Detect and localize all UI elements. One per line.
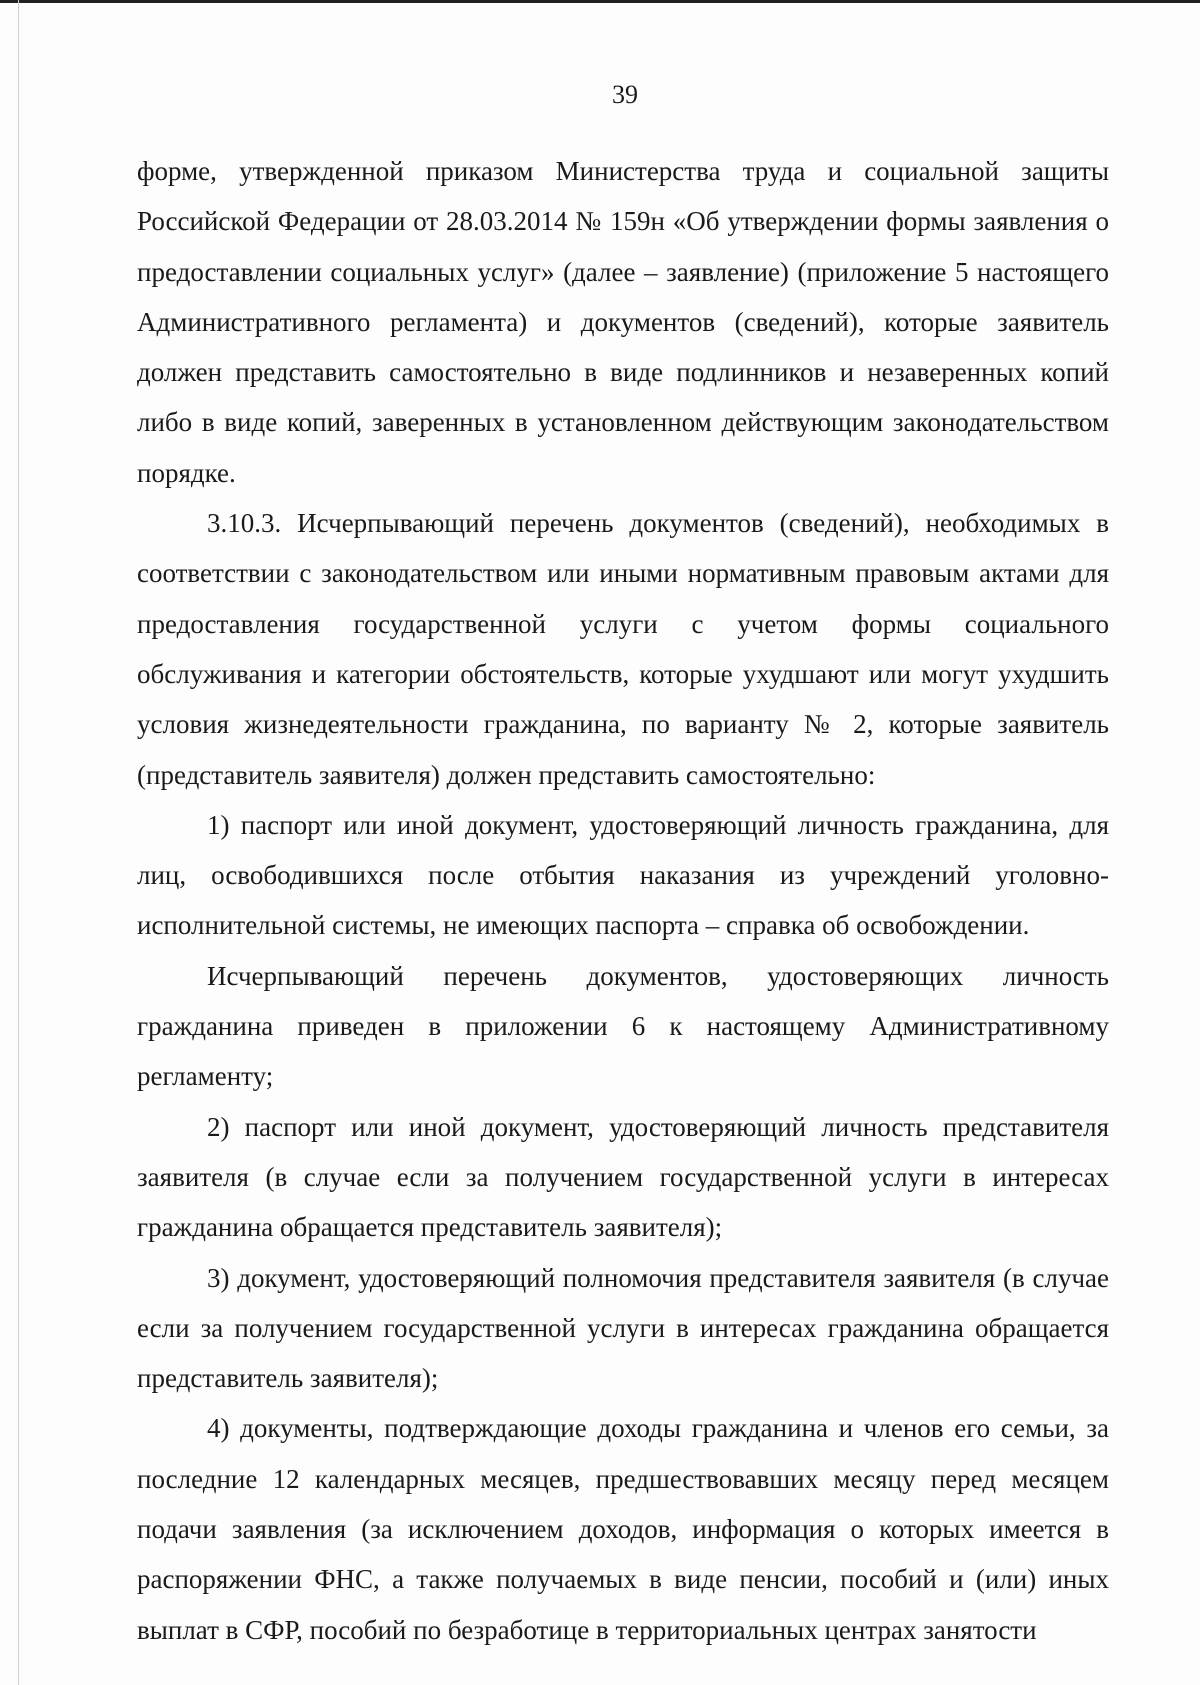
page-number: 39: [612, 80, 638, 109]
page-left-edge: [18, 0, 19, 1685]
page-top-edge: [0, 0, 1200, 3]
paragraph-2: 3.10.3. Исчерпывающий перечень документов (сведений), необходимых в соответствии с законодательством или иными нормативным правовым актами для предоставления государственной услуги с учетом формы социального обслуживания и категории обстоятельств, которые ухудшают или могут ухудшить условия жизнедеятельности гражданина, по варианту № 2, которые заявитель (представитель заявителя) должен представить самостоятельно:: [137, 508, 1109, 790]
paragraph-3: 1) паспорт или иной документ, удостоверяющий личность гражданина, для лиц, освободившихся после отбытия наказания из учреждений уголовно-исполнительной системы, не имеющих паспорта – справка об освобождении.: [137, 809, 1109, 941]
paragraph-1: форме, утвержденной приказом Министерства труда и социальной защиты Российской Федерации от 28.03.2014 № 159н «Об утверждении формы заявления о предоставлении социальных услуг» (далее – заявление) (приложение 5 настоящего Административного регламента) и документов (сведений), которые заявитель должен представить самостоятельно в виде подлинников и незаверенных копий либо в виде копий, заверенных в установленном действующим законодательством порядке.: [137, 156, 1109, 488]
document-body: [137, 146, 1109, 1655]
paragraph-7: 4) документы, подтверждающие доходы гражданина и членов его семьи, за последние 12 календарных месяцев, предшествовавших месяцу перед месяцем подачи заявления (за исключением доходов, информация о которых имеется в распоряжении ФНС, а также получаемых в виде пенсии, пособий и (или) иных выплат в СФР, пособий по безработице в территориальных центрах занятости: [137, 1413, 1109, 1645]
paragraph-4: Исчерпывающий перечень документов, удостоверяющих личность гражданина приведен в приложении 6 к настоящему Административному регламенту;: [137, 960, 1109, 1092]
paragraph-6: 3) документ, удостоверяющий полномочия представителя заявителя (в случае если за получением государственной услуги в интересах гражданина обращается представитель заявителя);: [137, 1262, 1109, 1394]
paragraph-5: 2) паспорт или иной документ, удостоверяющий личность представителя заявителя (в случае если за получением государственной услуги в интересах гражданина обращается представитель заявителя);: [137, 1111, 1109, 1243]
